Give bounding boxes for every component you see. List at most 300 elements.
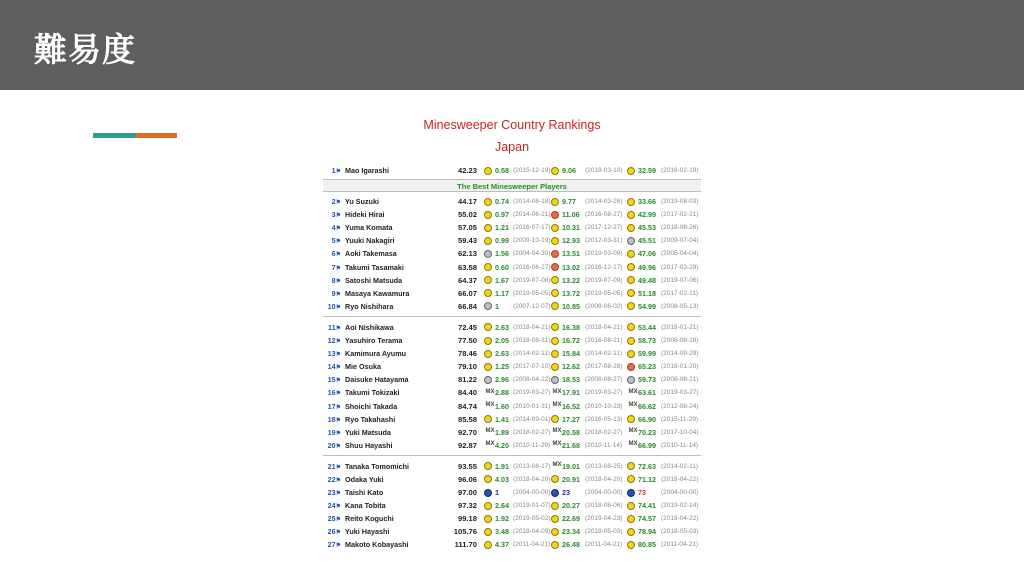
- ranking-table: [323, 164, 701, 552]
- table-row: [323, 360, 701, 373]
- player-name[interactable]: Yuki Matsuda: [345, 427, 391, 437]
- red-smiley-icon: [551, 211, 559, 219]
- red-smiley-icon: [551, 250, 559, 258]
- mx-icon: MX: [552, 441, 562, 448]
- mine-icon: [484, 250, 492, 258]
- level-time-1: 1.89: [495, 427, 509, 437]
- flag-icon: ⚑: [335, 404, 341, 411]
- total-time: 97.32: [457, 501, 477, 511]
- player-name[interactable]: Makoto Kobayashi: [345, 540, 409, 550]
- level-date-3: (2009-07-04): [661, 237, 699, 245]
- level-date-3: (2018-01-21): [661, 323, 699, 331]
- mx-icon: MX: [628, 402, 638, 408]
- player-name[interactable]: Hideki Hirai: [345, 210, 385, 220]
- level-date-1: (2004-04-30): [513, 250, 551, 258]
- smiley-icon: [551, 363, 559, 371]
- rank-number: 15⚑: [327, 375, 341, 385]
- smiley-icon: [484, 237, 492, 245]
- table-row: [323, 486, 701, 499]
- level-time-1: 0.60: [495, 262, 509, 272]
- smiley-icon: [551, 337, 559, 345]
- smiley-icon: [627, 224, 635, 232]
- table-row: [323, 334, 701, 347]
- rank-number: 26⚑: [327, 527, 341, 537]
- level-date-1: (2019-03-27): [513, 389, 551, 397]
- player-name[interactable]: Shoichi Takada: [345, 401, 398, 411]
- level-date-3: (2015-11-29): [661, 415, 699, 423]
- level-time-3: 59.73: [638, 375, 656, 385]
- level-date-1: (2013-08-17): [513, 462, 551, 470]
- player-name[interactable]: Mie Osuka: [345, 362, 381, 372]
- level-date-1: (2010-01-31): [513, 402, 551, 410]
- flag-icon: ⚑: [335, 239, 341, 246]
- level-time-2: 23: [562, 488, 570, 498]
- mine-icon: [551, 376, 559, 384]
- slide-title: 難易度: [34, 30, 136, 69]
- level-time-2: 15.84: [562, 349, 580, 359]
- red-smiley-icon: [627, 363, 635, 371]
- level-time-2: 16.52: [562, 401, 580, 411]
- player-name[interactable]: Tanaka Tomomichi: [345, 461, 410, 471]
- player-name[interactable]: Satoshi Matsuda: [345, 275, 403, 285]
- rank-number: 21⚑: [327, 461, 341, 471]
- smiley-icon: [551, 350, 559, 358]
- rank-number: 8⚑: [331, 275, 341, 285]
- level-time-3: 54.99: [638, 301, 656, 311]
- player-name[interactable]: Ryo Nishihara: [345, 301, 394, 311]
- flag-icon: ⚑: [335, 391, 341, 398]
- table-row: [323, 538, 701, 551]
- smiley-icon: [484, 462, 492, 470]
- level-time-3: 71.12: [638, 474, 656, 484]
- flag-icon: ⚑: [335, 339, 341, 346]
- flag-icon: ⚑: [335, 443, 341, 450]
- level-time-3: 73: [638, 488, 646, 498]
- smiley-icon: [484, 289, 492, 297]
- level-date-2: (2018-05-03): [585, 528, 623, 536]
- level-date-1: (2014-08-18): [513, 198, 551, 206]
- mx-icon: MX: [628, 428, 638, 435]
- total-time: 96.06: [457, 474, 477, 484]
- level-date-2: (2019-03-27): [585, 389, 623, 397]
- total-time: 44.17: [457, 197, 477, 207]
- rank-number: 9⚑: [331, 288, 341, 298]
- flag-icon: ⚑: [335, 200, 341, 207]
- level-time-2: 22.69: [562, 514, 580, 524]
- mine-icon: [484, 302, 492, 310]
- level-date-3: (2005-04-04): [661, 250, 699, 258]
- accent-line-orange: [136, 133, 177, 138]
- rank-number: 14⚑: [327, 362, 341, 372]
- flag-icon: ⚑: [335, 226, 341, 233]
- level-time-3: 32.59: [638, 166, 656, 175]
- level-date-2: (2016-05-13): [585, 415, 623, 423]
- rank-number: 6⚑: [331, 249, 341, 259]
- level-time-1: 1.60: [495, 401, 509, 411]
- level-time-1: 0.58: [495, 166, 509, 175]
- table-row: [323, 287, 701, 300]
- player-name[interactable]: Yu Suzuki: [345, 197, 379, 207]
- level-date-3: (2018-01-20): [661, 363, 699, 371]
- rank-number: 22⚑: [327, 474, 341, 484]
- accent-line-teal: [93, 133, 136, 138]
- level-time-3: 59.99: [638, 349, 656, 359]
- smiley-icon: [551, 167, 559, 175]
- level-time-3: 66.62: [638, 401, 656, 411]
- smiley-icon: [551, 224, 559, 232]
- level-time-3: 66.99: [638, 440, 656, 450]
- player-name[interactable]: Takumi Tasamaki: [345, 262, 404, 272]
- level-date-2: (2019-07-09): [585, 276, 623, 284]
- table-row: [323, 473, 701, 486]
- level-time-2: 17.27: [562, 414, 580, 424]
- level-date-2: (2008-06-02): [585, 302, 623, 310]
- level-date-2: (2013-08-25): [585, 462, 623, 470]
- table-row: [323, 300, 701, 313]
- level-time-3: 47.06: [638, 249, 656, 259]
- level-date-2: (2014-03-26): [585, 198, 623, 206]
- level-date-1: (2010-11-29): [513, 441, 551, 449]
- rank-number: 24⚑: [327, 501, 341, 511]
- player-name[interactable]: Mao Igarashi: [345, 166, 389, 175]
- level-date-3: (2018-08-26): [661, 224, 699, 232]
- player-name[interactable]: Shuu Hayashi: [345, 440, 393, 450]
- level-date-1: (2008-04-22): [513, 376, 551, 384]
- level-time-1: 1.17: [495, 288, 509, 298]
- level-date-2: (2019-03-09): [585, 250, 623, 258]
- level-time-2: 13.72: [562, 288, 580, 298]
- table-row: [323, 525, 701, 538]
- smiley-icon: [551, 289, 559, 297]
- player-name[interactable]: Masaya Kawamura: [345, 288, 410, 298]
- total-time: 105.76: [453, 527, 477, 537]
- level-date-2: (2018-04-21): [585, 323, 623, 331]
- table-row: [323, 426, 701, 439]
- smiley-icon: [627, 323, 635, 331]
- level-date-2: (2018-04-20): [585, 475, 623, 483]
- level-time-3: 58.73: [638, 336, 656, 346]
- level-time-2: 16.72: [562, 336, 580, 346]
- player-name[interactable]: Takumi Tokizaki: [345, 388, 400, 398]
- level-date-3: (2017-03-29): [661, 263, 699, 271]
- total-time: 92.70: [457, 427, 477, 437]
- level-time-2: 18.53: [562, 375, 580, 385]
- total-time: 62.13: [457, 249, 477, 259]
- level-time-3: 70.23: [638, 427, 656, 437]
- level-date-3: (2019-04-22): [661, 515, 699, 523]
- table-row: [323, 413, 701, 426]
- level-time-1: 4.37: [495, 540, 509, 550]
- level-time-1: 4.20: [495, 440, 509, 450]
- level-time-1: 1.21: [495, 223, 509, 233]
- player-name[interactable]: Yasuhiro Terama: [345, 336, 403, 346]
- level-time-1: 2.63: [495, 349, 509, 359]
- smiley-icon: [551, 198, 559, 206]
- player-name[interactable]: Yuuki Nakagiri: [345, 236, 395, 246]
- level-time-3: 66.90: [638, 414, 656, 424]
- flag-icon: [551, 489, 559, 497]
- table-row: [323, 439, 701, 452]
- player-name[interactable]: Aoi Nishikawa: [345, 322, 394, 332]
- player-name[interactable]: Taishi Kato: [345, 488, 384, 498]
- level-date-3: (2008-08-21): [661, 376, 699, 384]
- total-time: 63.58: [457, 262, 477, 272]
- level-time-2: 12.62: [562, 362, 580, 372]
- mx-icon: MX: [485, 388, 495, 395]
- level-time-1: 1.67: [495, 275, 509, 285]
- level-date-1: (2014-09-01): [513, 415, 551, 423]
- smiley-icon: [484, 337, 492, 345]
- smiley-icon: [551, 323, 559, 331]
- level-date-3: (2018-04-22): [661, 475, 699, 483]
- smiley-icon: [627, 541, 635, 549]
- total-time: 84.40: [457, 388, 477, 398]
- level-date-3: (2004-00-00): [661, 489, 699, 497]
- mine-icon: [484, 376, 492, 384]
- level-time-1: 1.91: [495, 461, 509, 471]
- flag-icon: ⚑: [335, 265, 341, 272]
- level-time-1: 2.64: [495, 501, 509, 511]
- level-time-3: 53.44: [638, 322, 656, 332]
- level-time-3: 74.41: [638, 501, 656, 511]
- level-date-3: (2014-09-29): [661, 350, 699, 358]
- rank-number: 18⚑: [327, 414, 341, 424]
- level-time-2: 21.68: [562, 440, 580, 450]
- level-time-3: 74.57: [638, 514, 656, 524]
- level-time-1: 1: [495, 488, 499, 498]
- smiley-icon: [484, 541, 492, 549]
- level-time-2: 23.34: [562, 527, 580, 537]
- level-date-1: (2017-07-10): [513, 363, 551, 371]
- level-date-2: (2017-12-27): [585, 224, 623, 232]
- smiley-icon: [484, 263, 492, 271]
- rank-number: 19⚑: [327, 427, 341, 437]
- flag-icon: ⚑: [335, 252, 341, 259]
- total-time: 55.02: [457, 210, 477, 220]
- total-time: 84.74: [457, 401, 477, 411]
- mx-icon: MX: [485, 428, 495, 435]
- rank-number: 3⚑: [331, 210, 341, 220]
- smiley-icon: [551, 502, 559, 510]
- level-date-1: (2019-05-02): [513, 515, 551, 523]
- level-time-2: 20.27: [562, 501, 580, 511]
- table-row: [323, 274, 701, 287]
- flag-icon: ⚑: [335, 352, 341, 359]
- level-time-2: 20.58: [562, 427, 580, 437]
- level-date-2: (2010-11-14): [585, 441, 623, 449]
- level-time-2: 9.06: [562, 166, 576, 175]
- smiley-icon: [627, 198, 635, 206]
- rank-number: 4⚑: [331, 223, 341, 233]
- flag-icon: ⚑: [335, 477, 341, 484]
- player-name[interactable]: Daisuke Hatayama: [345, 375, 409, 385]
- level-date-1: (2011-04-21): [513, 541, 551, 549]
- smiley-icon: [627, 276, 635, 284]
- mx-icon: MX: [485, 441, 495, 448]
- smiley-icon: [484, 350, 492, 358]
- flag-icon: ⚑: [335, 530, 341, 537]
- level-time-2: 11.06: [562, 210, 580, 220]
- level-date-3: (2017-02-21): [661, 211, 699, 219]
- level-time-2: 10.85: [562, 301, 580, 311]
- level-time-2: 13.22: [562, 275, 580, 285]
- total-time: 78.46: [457, 349, 477, 359]
- level-time-3: 42.99: [638, 210, 656, 220]
- level-time-2: 26.48: [562, 540, 580, 550]
- smiley-icon: [627, 415, 635, 423]
- level-date-2: (2011-04-21): [585, 541, 623, 549]
- level-time-1: 2.05: [495, 336, 509, 346]
- player-name[interactable]: Odaka Yuki: [345, 474, 384, 484]
- total-time: 85.58: [457, 414, 477, 424]
- smiley-icon: [484, 502, 492, 510]
- level-time-2: 10.31: [562, 223, 580, 233]
- smiley-icon: [627, 462, 635, 470]
- level-date-1: (2018-04-20): [513, 475, 551, 483]
- player-name[interactable]: Reito Koguchi: [345, 514, 394, 524]
- smiley-icon: [484, 528, 492, 536]
- level-time-3: 49.96: [638, 262, 656, 272]
- flag-icon: ⚑: [335, 378, 341, 385]
- level-date-1: (2018-08-31): [513, 337, 551, 345]
- total-time: 72.45: [457, 322, 477, 332]
- total-time: 42.23: [457, 166, 477, 175]
- level-date-3: (2012-08-24): [661, 402, 699, 410]
- level-date-1: (2018-02-27): [513, 428, 551, 436]
- level-time-3: 45.51: [638, 236, 656, 246]
- level-date-3: (2019-03-27): [661, 389, 699, 397]
- level-time-1: 0.97: [495, 210, 509, 220]
- mx-icon: MX: [628, 388, 638, 395]
- level-time-3: 63.61: [638, 388, 656, 398]
- level-time-1: 1.56: [495, 249, 509, 259]
- mine-icon: [627, 237, 635, 245]
- smiley-icon: [484, 167, 492, 175]
- player-name[interactable]: Kana Tobita: [345, 501, 386, 511]
- flag-icon: ⚑: [335, 464, 341, 471]
- flag-icon: ⚑: [335, 504, 341, 511]
- level-date-3: (2016-02-19): [661, 167, 699, 174]
- flag-icon: ⚑: [335, 169, 341, 175]
- player-name[interactable]: Ryo Takahashi: [345, 414, 396, 424]
- level-time-2: 19.01: [562, 461, 580, 471]
- total-time: 66.84: [457, 301, 477, 311]
- smiley-icon: [627, 211, 635, 219]
- player-name[interactable]: Yuma Komata: [345, 223, 393, 233]
- level-date-3: (2017-10-04): [661, 428, 699, 436]
- ranking-country: Japan: [494, 140, 530, 154]
- total-time: 99.18: [457, 514, 477, 524]
- total-time: 59.43: [457, 236, 477, 246]
- level-date-1: (2007-12-07): [513, 302, 551, 310]
- level-date-1: (2014-02-11): [513, 350, 551, 358]
- level-time-1: 2.96: [495, 375, 509, 385]
- table-row: [323, 460, 701, 473]
- level-time-3: 72.63: [638, 461, 656, 471]
- level-time-1: 3.48: [495, 527, 509, 537]
- level-date-2: (2010-10-23): [585, 402, 623, 410]
- player-name[interactable]: Yuki Hayashi: [345, 527, 390, 537]
- mx-icon: MX: [552, 402, 562, 408]
- level-date-3: (2014-02-11): [661, 462, 699, 470]
- player-name[interactable]: Aoki Takemasa: [345, 249, 397, 259]
- smiley-icon: [484, 323, 492, 331]
- flag-icon: ⚑: [335, 365, 341, 372]
- total-time: 81.22: [457, 375, 477, 385]
- level-time-3: 51.18: [638, 288, 656, 298]
- smiley-icon: [551, 302, 559, 310]
- smiley-icon: [627, 337, 635, 345]
- ranking-title: Minesweeper Country Rankings: [423, 118, 601, 132]
- level-date-3: (2017-02-11): [661, 289, 699, 297]
- level-time-3: 65.23: [638, 362, 656, 372]
- table-row: [323, 221, 701, 234]
- level-time-1: 4.03: [495, 474, 509, 484]
- mx-icon: MX: [552, 428, 562, 435]
- level-time-2: 12.93: [562, 236, 580, 246]
- level-time-2: 13.02: [562, 262, 580, 272]
- level-date-1: (2014-06-21): [513, 211, 551, 219]
- table-row: [323, 373, 701, 386]
- smiley-icon: [551, 276, 559, 284]
- total-time: 92.87: [457, 440, 477, 450]
- level-date-3: (2010-11-14): [661, 441, 699, 449]
- player-name[interactable]: Kamimura Ayumu: [345, 349, 406, 359]
- level-time-1: 2.88: [495, 388, 509, 398]
- flag-icon: ⚑: [335, 304, 341, 311]
- smiley-icon: [484, 198, 492, 206]
- level-date-2: (2018-08-06): [585, 502, 623, 510]
- flag-icon: ⚑: [335, 430, 341, 437]
- level-date-3: (2019-02-14): [661, 502, 699, 510]
- smiley-icon: [627, 475, 635, 483]
- total-time: 64.37: [457, 275, 477, 285]
- level-time-1: 1.25: [495, 362, 509, 372]
- table-row: [323, 247, 701, 260]
- level-date-1: (2009-10-19): [513, 237, 551, 245]
- level-date-2: (2018-02-27): [585, 428, 623, 436]
- level-time-2: 16.38: [562, 322, 580, 332]
- mx-icon: MX: [485, 402, 495, 408]
- level-date-2: (2012-03-31): [585, 237, 623, 245]
- flag-icon: ⚑: [335, 278, 341, 285]
- level-time-3: 45.53: [638, 223, 656, 233]
- flag-icon: ⚑: [335, 491, 341, 498]
- red-smiley-icon: [551, 263, 559, 271]
- mx-icon: MX: [628, 441, 638, 448]
- level-date-3: (2019-08-03): [661, 198, 699, 206]
- level-time-2: 9.77: [562, 197, 576, 207]
- rank-number: 10⚑: [327, 301, 341, 311]
- level-date-1: (2016-07-17): [513, 224, 551, 232]
- smiley-icon: [627, 350, 635, 358]
- total-time: 111.70: [454, 540, 477, 550]
- flag-icon: [484, 489, 492, 497]
- level-date-1: (2004-00-00): [513, 489, 551, 497]
- smiley-icon: [627, 263, 635, 271]
- total-time: 77.50: [457, 336, 477, 346]
- level-date-2: (2004-00-00): [585, 489, 623, 497]
- rank-number: 25⚑: [327, 514, 341, 524]
- level-time-2: 20.91: [562, 474, 580, 484]
- level-date-3: (2011-04-21): [661, 541, 699, 549]
- smiley-icon: [627, 515, 635, 523]
- rank-number: 11⚑: [328, 322, 341, 332]
- level-time-1: 1.41: [495, 414, 509, 424]
- rank-number: 2⚑: [331, 197, 341, 207]
- smiley-icon: [627, 502, 635, 510]
- smiley-icon: [551, 475, 559, 483]
